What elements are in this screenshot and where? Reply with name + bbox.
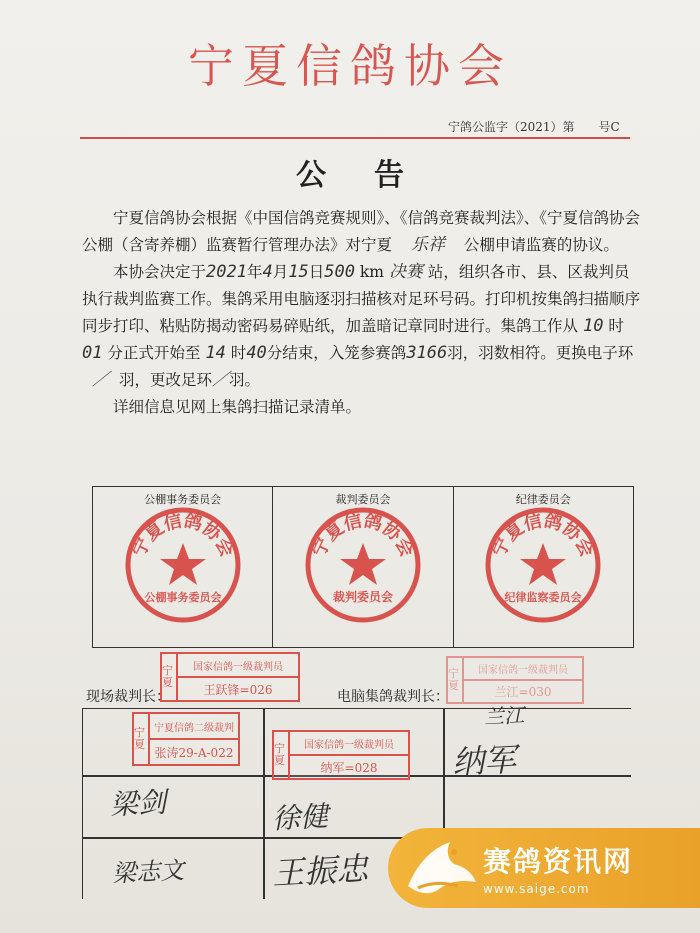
committee-label: 纪律委员会 — [515, 493, 571, 506]
signature: 王振忠 — [271, 849, 370, 893]
stamp-tag: 宁夏 — [448, 658, 464, 702]
loft-affairs-seal-icon — [123, 505, 243, 625]
start-hour: 10 — [582, 316, 604, 336]
svg-text:裁判委员会: 裁判委员会 — [332, 590, 393, 604]
svg-text:公棚事务委员会: 公棚事务委员会 — [144, 591, 222, 604]
signature: 梁剑 — [109, 785, 167, 822]
committee-label: 裁判委员会 — [335, 493, 391, 506]
stamp-line: 宁夏信鸽二级裁判 — [154, 722, 234, 734]
bird-count: 3166 — [406, 343, 448, 363]
svg-text:纪律监察委员会: 纪律监察委员会 — [504, 591, 582, 604]
race-text: 时 — [230, 344, 247, 362]
document-title — [0, 150, 700, 194]
race-month: 4 — [262, 262, 273, 282]
stamp-line: 纳军=028 — [290, 754, 408, 778]
letterhead-rule — [80, 137, 630, 139]
foot-ring-changed: ／ — [212, 370, 230, 390]
referee-stamp — [446, 656, 584, 704]
basis-text-end: 公棚申请监赛的协议。 — [463, 236, 619, 254]
race-text: 分正式开始至 — [107, 344, 201, 362]
grid-rule — [263, 709, 265, 899]
stamp-tag: 宁夏 — [274, 732, 290, 778]
start-minute: 01 — [82, 343, 103, 363]
race-stage: 决赛 — [388, 262, 423, 282]
signature: 纳军 — [451, 740, 518, 782]
race-day: 15 — [288, 262, 309, 282]
referee-stamp — [272, 730, 410, 780]
paragraph-basis — [82, 205, 642, 259]
stamp-tag: 宁夏 — [162, 654, 178, 700]
document-body — [82, 205, 642, 421]
signature: 徐健 — [271, 799, 329, 836]
svg-text:宁夏信鸽协会: 宁夏信鸽协会 — [488, 510, 598, 561]
referee-stamp — [160, 652, 300, 702]
signature: 梁志文 — [111, 856, 185, 888]
paragraph-race-details — [82, 259, 642, 394]
committee-seal-table — [92, 486, 634, 648]
org-letterhead: 宁夏信鸽协会 — [188, 39, 512, 93]
computer-judge-label: 电脑集鸽裁判长： — [337, 689, 449, 705]
svg-text:宁夏信鸽协会: 宁夏信鸽协会 — [128, 510, 238, 561]
stamp-line: 国家信鸽一级裁判员 — [193, 661, 283, 673]
watermark-banner — [388, 828, 700, 908]
discipline-committee-seal-icon — [483, 505, 603, 625]
race-text: 分结束，入笼参赛鸽 — [266, 344, 407, 362]
title-char-right: 告 — [374, 158, 404, 193]
race-text: 月 — [272, 263, 289, 281]
race-distance: 500 — [324, 262, 355, 282]
end-minute: 40 — [246, 343, 267, 363]
pigeon-logo-icon — [388, 828, 483, 908]
watermark-url: www.saige.com — [483, 882, 590, 896]
end-hour: 14 — [205, 343, 226, 363]
electronic-ring-changed: ／ — [92, 370, 109, 390]
stamp-line: 兰江=030 — [464, 679, 582, 702]
signature-computer-judge: 兰江 — [483, 702, 525, 730]
committee-cell — [454, 487, 633, 647]
race-year: 2021 — [206, 262, 247, 282]
race-text: 日 — [308, 263, 325, 281]
stamp-line: 王跃锋=026 — [178, 676, 298, 700]
race-text: 羽，更改足环 — [119, 371, 213, 389]
referee-stamp — [132, 712, 240, 766]
document-number: 宁鸽公监字（2021）第 号C — [448, 120, 620, 134]
watermark-site-name: 赛鸽资讯网 — [483, 845, 634, 878]
stamp-line: 张涛29-A-022 — [150, 738, 238, 764]
race-text: 年 — [246, 263, 263, 281]
handwritten-loft-name: 乐祥 — [410, 235, 445, 255]
committee-cell — [93, 487, 273, 647]
stamp-tag: 宁夏 — [134, 714, 150, 764]
field-judge-label: 现场裁判长： — [86, 689, 170, 705]
stamp-line: 国家信鸽一级裁判员 — [304, 739, 394, 751]
referee-committee-seal-icon — [303, 505, 423, 625]
race-text: 时 — [608, 317, 624, 335]
paragraph-details-online: 详细信息见网上集鸽扫描记录清单。 — [113, 398, 362, 416]
committee-cell — [273, 487, 453, 647]
race-text: 站，组织各市、县、区裁判员执行裁判监赛工作。集鸽采用电脑逐羽扫描核对足环号码。打印机按集鸽扫描顺序同步打印、粘贴防揭动密码易碎贴纸，加盖暗记章同时进行。集鸽工作从 — [82, 263, 641, 335]
stamp-line: 国家信鸽一级裁判员 — [478, 665, 568, 676]
svg-text:宁夏信鸽协会: 宁夏信鸽协会 — [308, 510, 418, 561]
race-unit: km — [359, 263, 384, 281]
race-text: 羽。 — [229, 371, 261, 389]
race-text: 羽，羽数相符。更换电子环 — [447, 344, 634, 362]
committee-label: 公棚事务委员会 — [144, 493, 222, 506]
race-text: 本协会决定于 — [113, 263, 207, 281]
title-char-left: 公 — [296, 158, 326, 193]
basis-text: 宁夏信鸽协会根据《中国信鸽竞赛规则》、《信鸽竞赛裁判法》、《宁夏信鸽协会公棚（含寄养棚）监赛暂行管理办法》对宁夏 — [82, 209, 641, 254]
